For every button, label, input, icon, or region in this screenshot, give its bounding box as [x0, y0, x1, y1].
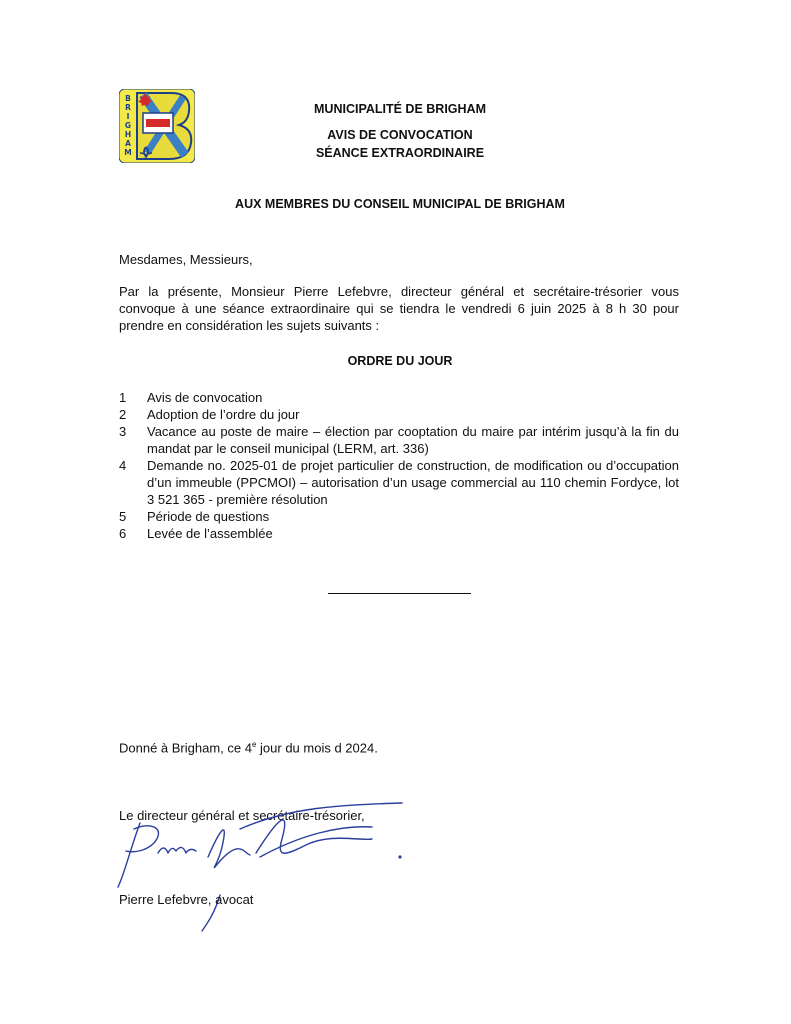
agenda-item	[119, 406, 679, 423]
logo-bridge	[146, 119, 170, 127]
agenda-item	[119, 508, 679, 525]
given-at-line	[119, 736, 378, 756]
logo-letter-a: A	[125, 139, 131, 148]
agenda-item-text: Avis de convocation	[147, 390, 263, 405]
given-at-date: jour du mois d 2024.	[256, 740, 378, 756]
agenda-title: ORDRE DU JOUR	[347, 354, 453, 368]
agenda-item-number: 5	[119, 509, 127, 524]
intro-paragraph: Par la présente, Monsieur Pierre Lefebvre, directeur général et secrétaire-trésorier vous convoque à une séance extraordinaire qui se tiendra le vendredi 6 juin 2025 à 8 h 30 pour prendre en considération les sujets suivants :	[119, 284, 679, 333]
session-type: SÉANCE EXTRAORDINAIRE	[315, 146, 485, 160]
agenda-item-text: Levée de l’assemblée	[147, 526, 273, 541]
signatory-name: Pierre Lefebvre, avocat	[119, 892, 254, 907]
signatory-title: Le directeur général et secrétaire-trésorier,	[119, 808, 365, 823]
agenda-item-number: 4	[119, 458, 127, 473]
agenda-item	[119, 457, 679, 508]
salutation: Mesdames, Messieurs,	[119, 252, 253, 267]
agenda-list	[119, 389, 679, 542]
agenda-item	[119, 525, 679, 542]
separator-line	[328, 593, 471, 594]
agenda-item-number: 6	[119, 526, 127, 541]
logo-letter-r: R	[125, 103, 131, 112]
agenda-item-number: 2	[119, 407, 127, 422]
agenda-item-text: Vacance au poste de maire – élection par cooptation du maire par intérim jusqu’à la fin du mandat par le conseil municipal (LERM, art. 336)	[147, 424, 679, 456]
addressee: AUX MEMBRES DU CONSEIL MUNICIPAL DE BRIGHAM	[235, 197, 565, 211]
agenda-item-text: Période de questions	[147, 509, 270, 524]
given-at-text: Donné à Brigham, ce 4	[119, 740, 252, 756]
agenda-item-number: 1	[119, 390, 127, 405]
logo-letter-h: H	[124, 130, 132, 139]
agenda-item	[119, 389, 679, 406]
municipality-name: MUNICIPALITÉ DE BRIGHAM	[314, 102, 486, 116]
notice-title: AVIS DE CONVOCATION	[327, 128, 473, 142]
handwritten-signature	[110, 795, 410, 935]
brigham-logo	[119, 89, 195, 163]
logo-letter-i: I	[126, 112, 130, 121]
agenda-item	[119, 423, 679, 457]
agenda-item-text: Demande no. 2025-01 de projet particulier de construction, de modification ou d’occupation d’un immeuble (PPCMOI) – autorisation d’un usage commercial au 110 chemin Fordyce, lot 3 521 365 - première résolution	[147, 458, 679, 507]
given-at-superscript: e	[251, 740, 257, 749]
logo-letter-m: M	[124, 148, 132, 157]
logo-letter-g: G	[124, 121, 132, 130]
agenda-item-number: 3	[119, 424, 127, 439]
agenda-item-text: Adoption de l’ordre du jour	[147, 407, 300, 422]
logo-letter-b: B	[125, 94, 131, 103]
